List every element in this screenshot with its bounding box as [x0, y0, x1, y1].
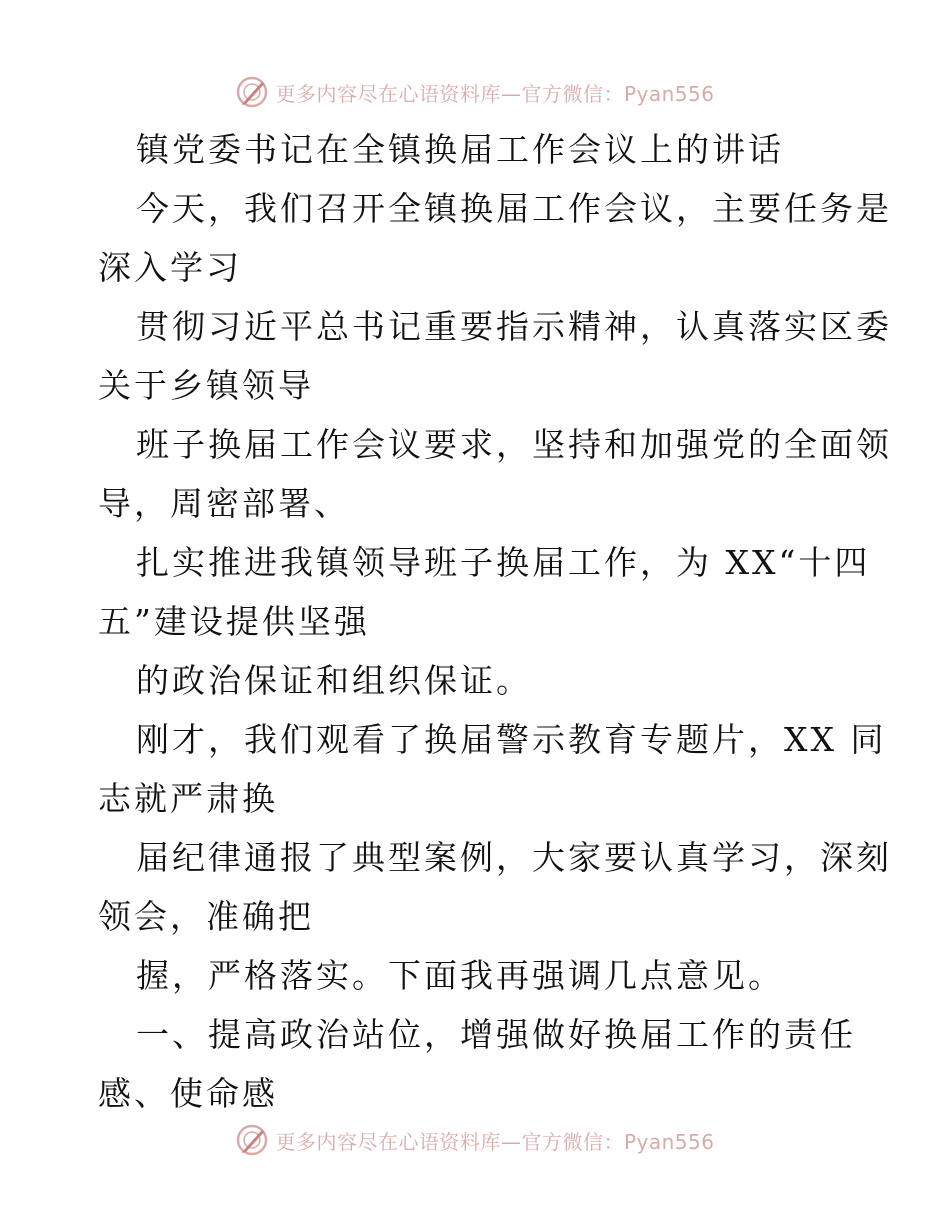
header-watermark: [0, 72, 950, 112]
text-line: 志就严肃换: [98, 779, 278, 818]
document-body: [98, 120, 892, 1123]
text-line: 握，严格落实。下面我再强调几点意见。: [136, 956, 784, 995]
text-line: 关于乡镇领导: [98, 366, 314, 405]
text-line: 深入学习: [98, 248, 242, 287]
text-line: 一、提高政治站位，增强做好换届工作的责任: [136, 1015, 856, 1054]
text-line: 刚才，我们观看了换届警示教育专题片，XX 同: [136, 720, 887, 759]
text-line: 领会，准确把: [98, 897, 314, 936]
text-line: 班子换届工作会议要求，坚持和加强党的全面领: [136, 425, 892, 464]
text-line: 今天，我们召开全镇换届工作会议，主要任务是: [136, 189, 892, 228]
watermark-text: 更多内容尽在心语资料库—官方微信：Pyan556: [275, 1129, 715, 1154]
text-line: 导，周密部署、: [98, 484, 350, 523]
text-line: 五”建设提供坚强: [98, 602, 370, 641]
footer-watermark: [0, 1120, 950, 1160]
text-line: 感、使命感: [98, 1074, 278, 1113]
document-title: 镇党委书记在全镇换届工作会议上的讲话: [136, 130, 784, 169]
text-line: 扎实推进我镇领导班子换届工作，为 XX“十四: [136, 543, 871, 582]
text-line: 贯彻习近平总书记重要指示精神，认真落实区委: [136, 307, 892, 346]
pen-seal-icon: [235, 1123, 269, 1157]
watermark-text: 更多内容尽在心语资料库—官方微信：Pyan556: [275, 81, 715, 106]
text-line: 的政治保证和组织保证。: [136, 661, 532, 700]
text-line: 届纪律通报了典型案例，大家要认真学习，深刻: [136, 838, 892, 877]
pen-seal-icon: [235, 75, 269, 109]
